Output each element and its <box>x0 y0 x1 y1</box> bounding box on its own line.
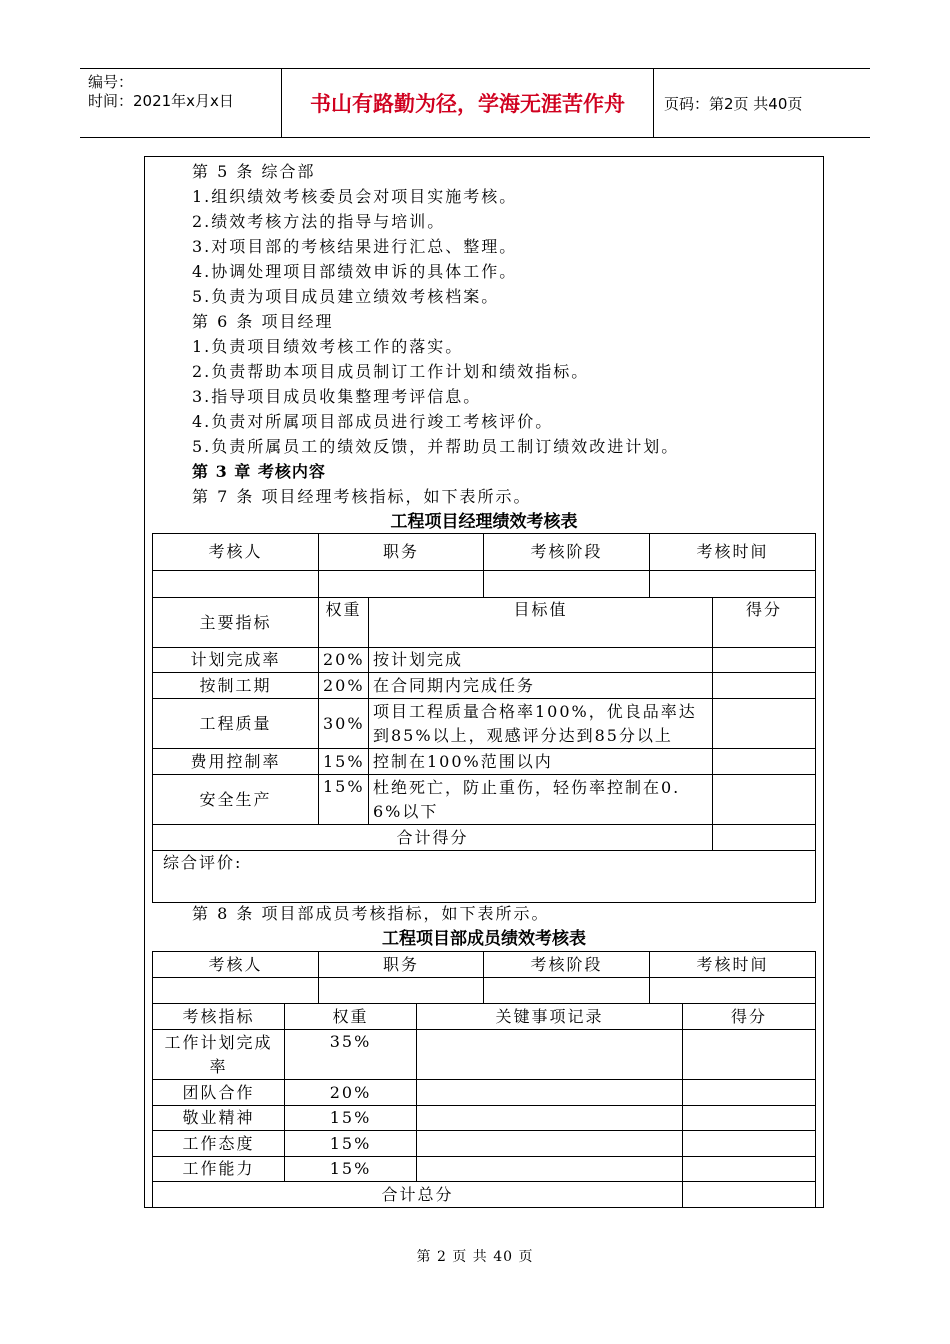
time-value-cell <box>650 571 816 598</box>
head-position: 职务 <box>319 534 484 571</box>
head-time: 考核时间 <box>650 534 816 571</box>
table-row <box>153 1080 816 1106</box>
record-cell <box>417 1131 683 1157</box>
score-cell <box>683 1106 816 1131</box>
indicator-cell: 团队合作 <box>153 1080 285 1106</box>
col-weight: 权重 <box>285 1004 417 1030</box>
article-7-heading: 第 7 条 项目经理考核指标，如下表所示。 <box>192 487 532 506</box>
record-cell <box>417 1157 683 1182</box>
manager-kpi-table <box>152 597 816 903</box>
header-motto: 书山有路勤为径，学海无涯苦作舟 <box>282 69 654 137</box>
record-cell <box>417 1106 683 1131</box>
position-value-cell <box>319 978 484 1004</box>
total-score-cell <box>713 825 816 851</box>
assessor-value-cell <box>153 571 319 598</box>
col-indicator: 考核指标 <box>153 1004 285 1030</box>
table-row <box>153 648 816 673</box>
score-cell <box>713 749 816 775</box>
target-cell: 在合同期内完成任务 <box>369 673 713 699</box>
manager-head-table <box>152 533 816 598</box>
stage-value-cell <box>484 978 650 1004</box>
indicator-cell: 安全生产 <box>153 775 319 825</box>
indicator-cell: 计划完成率 <box>153 648 319 673</box>
weight-cell: 20% <box>319 648 369 673</box>
table-row <box>153 1157 816 1182</box>
body-line: 4.负责对所属项目部成员进行竣工考核评价。 <box>192 412 554 431</box>
weight-cell: 20% <box>319 673 369 699</box>
score-cell <box>683 1131 816 1157</box>
score-cell <box>683 1080 816 1106</box>
table-row <box>153 1030 816 1080</box>
date-label: 时间：2021年x月x日 <box>88 92 234 110</box>
indicator-cell: 敬业精神 <box>153 1106 285 1131</box>
indicator-cell: 工程质量 <box>153 699 319 749</box>
body-line: 4.协调处理项目部绩效申诉的具体工作。 <box>192 262 518 281</box>
article-5-heading: 第 5 条 综合部 <box>192 162 316 181</box>
head-position: 职务 <box>319 952 484 978</box>
weight-cell: 30% <box>319 699 369 749</box>
body-line: 3.对项目部的考核结果进行汇总、整理。 <box>192 237 518 256</box>
comment-label: 综合评价: <box>153 851 816 903</box>
weight-cell: 15% <box>285 1106 417 1131</box>
table-row <box>153 775 816 825</box>
col-score: 得分 <box>683 1004 816 1030</box>
col-score: 得分 <box>713 598 816 648</box>
weight-cell: 15% <box>319 775 369 825</box>
col-indicator: 主要指标 <box>153 598 319 648</box>
score-cell <box>713 775 816 825</box>
target-cell: 杜绝死亡，防止重伤，轻伤率控制在0.6%以下 <box>369 775 713 825</box>
target-cell: 按计划完成 <box>369 648 713 673</box>
total-score-label: 合计得分 <box>153 825 713 851</box>
table-row <box>153 1106 816 1131</box>
head-stage: 考核阶段 <box>484 534 650 571</box>
article-6-heading: 第 6 条 项目经理 <box>192 312 334 331</box>
header-page-info: 页码：第2页 共40页 <box>664 94 803 113</box>
total-score-cell <box>683 1182 816 1208</box>
record-cell <box>417 1080 683 1106</box>
col-weight: 权重 <box>319 598 369 648</box>
weight-cell: 15% <box>285 1131 417 1157</box>
col-record: 关键事项记录 <box>417 1004 683 1030</box>
weight-cell: 15% <box>319 749 369 775</box>
page-number: 第 2 页 共 40 页 <box>416 1249 534 1265</box>
table-row <box>153 699 816 749</box>
score-cell <box>713 648 816 673</box>
indicator-cell: 按制工期 <box>153 673 319 699</box>
member-head-table <box>152 951 816 1004</box>
body-line: 2.负责帮助本项目成员制订工作计划和绩效指标。 <box>192 362 590 381</box>
member-kpi-table <box>152 1003 816 1208</box>
weight-cell: 15% <box>285 1157 417 1182</box>
head-time: 考核时间 <box>650 952 816 978</box>
score-cell <box>683 1157 816 1182</box>
head-assessor: 考核人 <box>153 534 319 571</box>
body-line: 1.负责项目绩效考核工作的落实。 <box>192 337 464 356</box>
body-line: 5.负责为项目成员建立绩效考核档案。 <box>192 287 500 306</box>
table1-title: 工程项目经理绩效考核表 <box>390 512 578 532</box>
body-line: 3.指导项目成员收集整理考评信息。 <box>192 387 482 406</box>
weight-cell: 35% <box>285 1030 417 1080</box>
table-row <box>153 1131 816 1157</box>
target-cell: 控制在100%范围以内 <box>369 749 713 775</box>
time-value-cell <box>650 978 816 1004</box>
head-stage: 考核阶段 <box>484 952 650 978</box>
indicator-cell: 工作态度 <box>153 1131 285 1157</box>
record-cell <box>417 1030 683 1080</box>
score-cell <box>713 673 816 699</box>
score-cell <box>713 699 816 749</box>
body-line: 5.负责所属员工的绩效反馈，并帮助员工制订绩效改进计划。 <box>192 437 680 456</box>
weight-cell: 20% <box>285 1080 417 1106</box>
table-row <box>153 749 816 775</box>
table-row <box>153 673 816 699</box>
head-assessor: 考核人 <box>153 952 319 978</box>
code-label: 编号： <box>88 73 134 91</box>
target-cell: 项目工程质量合格率100%，优良品率达到85%以上，观感评分达到85分以上 <box>369 699 713 749</box>
body-line: 2.绩效考核方法的指导与培训。 <box>192 212 446 231</box>
body-line: 1.组织绩效考核委员会对项目实施考核。 <box>192 187 518 206</box>
indicator-cell: 费用控制率 <box>153 749 319 775</box>
table2-title: 工程项目部成员绩效考核表 <box>382 929 586 949</box>
header-meta <box>80 69 282 137</box>
chapter-3-heading: 第 3 章 考核内容 <box>192 462 326 481</box>
total-score-label: 合计总分 <box>153 1182 683 1208</box>
assessor-value-cell <box>153 978 319 1004</box>
indicator-cell: 工作能力 <box>153 1157 285 1182</box>
article-8-heading: 第 8 条 项目部成员考核指标，如下表所示。 <box>192 904 550 923</box>
col-target: 目标值 <box>369 598 713 648</box>
stage-value-cell <box>484 571 650 598</box>
position-value-cell <box>319 571 484 598</box>
indicator-cell: 工作计划完成率 <box>153 1030 285 1080</box>
score-cell <box>683 1030 816 1080</box>
page-header <box>80 68 870 138</box>
